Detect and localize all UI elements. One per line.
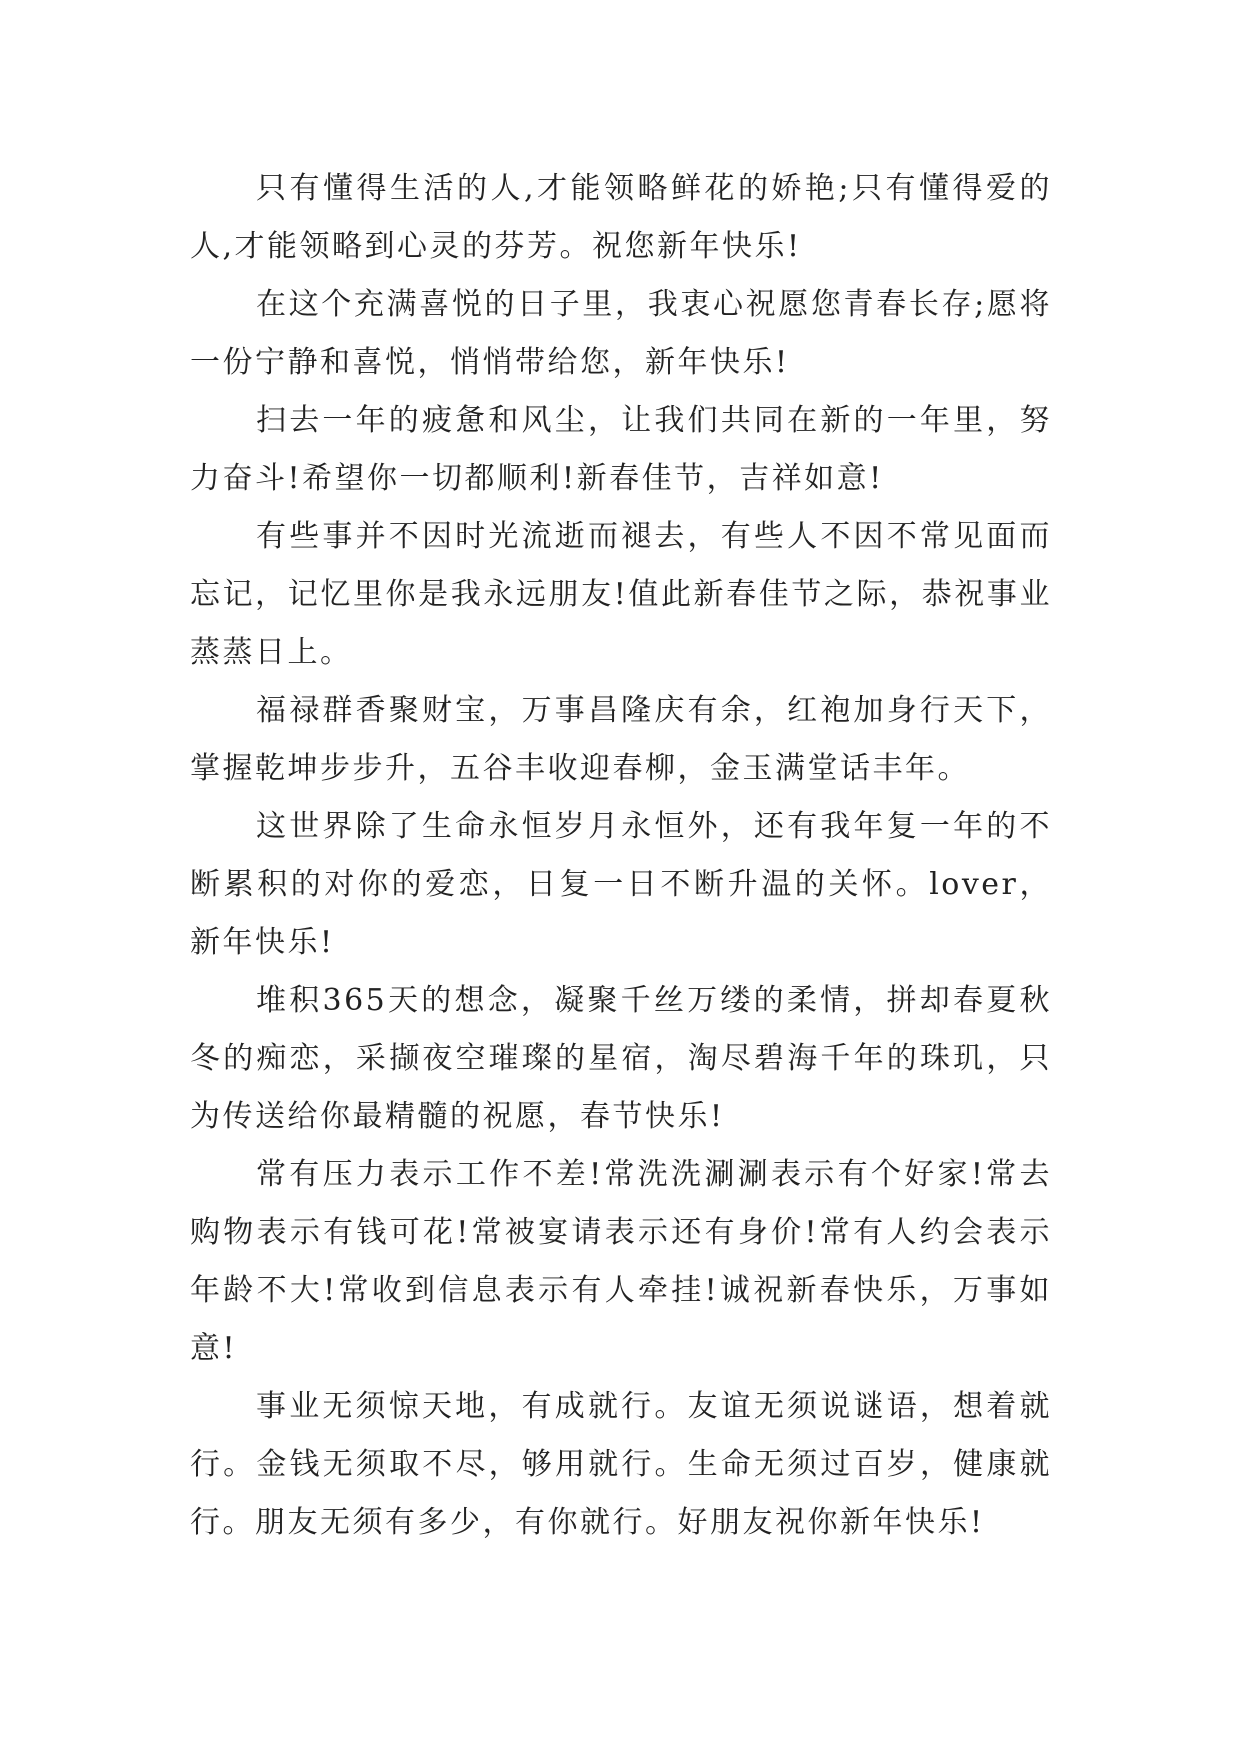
paragraph: 堆积365天的想念，凝聚千丝万缕的柔情，拼却春夏秋冬的痴恋，采撷夜空璀璨的星宿，淘尽碧海千年的珠玑，只为传送给你最精髓的祝愿，春节快乐! xyxy=(190,983,1052,1134)
paragraph: 有些事并不因时光流逝而褪去，有些人不因不常见面而忘记，记忆里你是我永远朋友!值此新春佳节之际，恭祝事业蒸蒸日上。 xyxy=(190,519,1052,670)
document-body xyxy=(190,160,1052,1552)
paragraph: 扫去一年的疲惫和风尘，让我们共同在新的一年里，努力奋斗!希望你一切都顺利!新春佳节，吉祥如意! xyxy=(190,403,1052,496)
paragraph: 这世界除了生命永恒岁月永恒外，还有我年复一年的不断累积的对你的爱恋，日复一日不断升温的关怀。lover，新年快乐! xyxy=(190,809,1052,960)
paragraph: 常有压力表示工作不差!常洗洗涮涮表示有个好家!常去购物表示有钱可花!常被宴请表示还有身价!常有人约会表示年龄不大!常收到信息表示有人牵挂!诚祝新春快乐，万事如意! xyxy=(190,1157,1052,1366)
paragraph: 只有懂得生活的人,才能领略鲜花的娇艳;只有懂得爱的人,才能领略到心灵的芬芳。祝您新年快乐! xyxy=(190,171,1052,264)
paragraph: 福禄群香聚财宝，万事昌隆庆有余，红袍加身行天下，掌握乾坤步步升，五谷丰收迎春柳，金玉满堂话丰年。 xyxy=(190,693,1052,786)
paragraph: 在这个充满喜悦的日子里，我衷心祝愿您青春长存;愿将一份宁静和喜悦，悄悄带给您，新年快乐! xyxy=(190,287,1052,380)
paragraph: 事业无须惊天地，有成就行。友谊无须说谜语，想着就行。金钱无须取不尽，够用就行。生命无须过百岁，健康就行。朋友无须有多少，有你就行。好朋友祝你新年快乐! xyxy=(190,1389,1052,1540)
